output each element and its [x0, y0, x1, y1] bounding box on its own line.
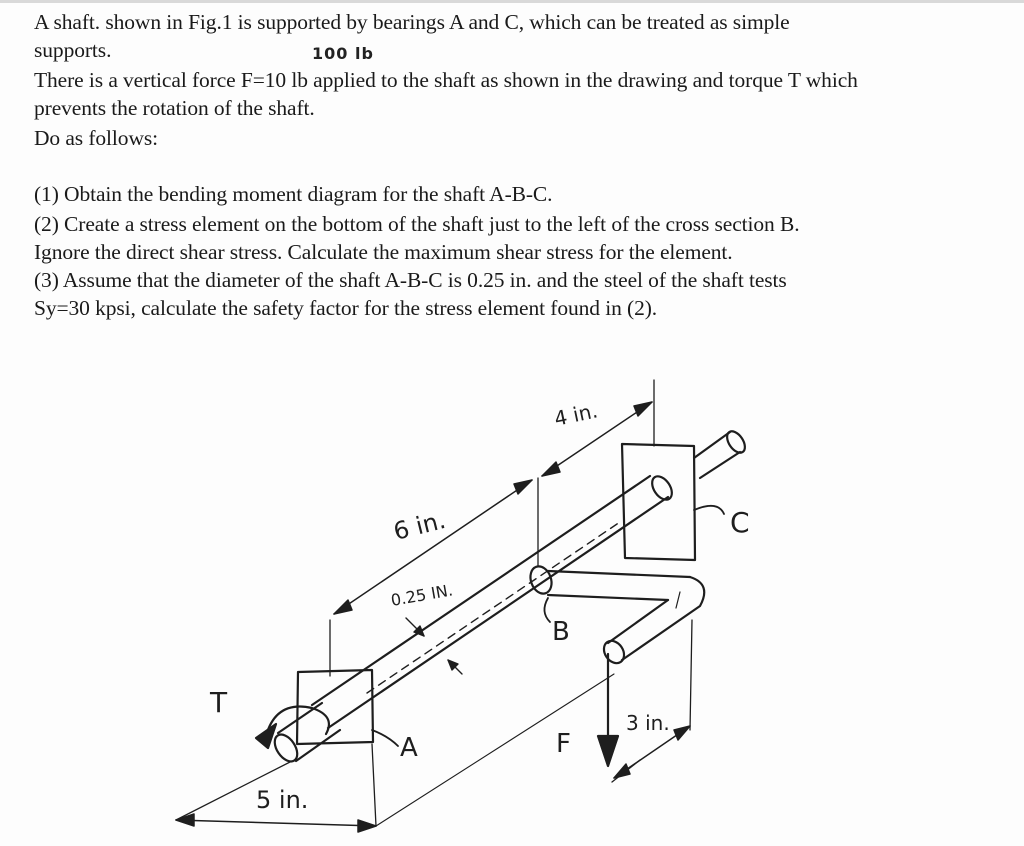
- label-dim-4in: 4 in.: [552, 398, 600, 431]
- label-bearing-c: C: [730, 506, 750, 539]
- extension-lines: [176, 380, 692, 826]
- diameter-leaders: [406, 618, 462, 674]
- point-b-leader: [544, 598, 550, 622]
- label-dim-3in: 3 in.: [626, 711, 670, 735]
- label-dim-5in: 5 in.: [256, 786, 309, 814]
- label-point-b: B: [552, 617, 570, 647]
- label-dim-6in: 6 in.: [390, 505, 449, 546]
- intro-line-4: prevents the rotation of the shaft.: [34, 96, 315, 120]
- label-bearing-a: A: [400, 733, 418, 763]
- task-2-line-1: (2) Create a stress element on the bottom of the shaft just to the left of the cross section B.: [34, 212, 800, 236]
- main-shaft: [312, 473, 676, 728]
- bearing-a-leader: [372, 730, 398, 746]
- bearing-c-plate: [622, 444, 695, 560]
- task-2-line-2: Ignore the direct shear stress. Calculate the maximum shear stress for the element.: [34, 240, 733, 264]
- handwritten-correction: 100 lb: [312, 44, 374, 63]
- force-arrow: [598, 654, 618, 766]
- task-1: (1) Obtain the bending moment diagram for the shaft A-B-C.: [34, 182, 553, 206]
- intro-line-2: supports.: [34, 38, 112, 62]
- label-diameter: 0.25 IN.: [389, 580, 455, 610]
- label-torque: T: [210, 686, 228, 719]
- task-3-line-2: Sy=30 kpsi, calculate the safety factor for the stress element found in (2).: [34, 296, 658, 320]
- crank-arm: [527, 563, 704, 667]
- intro-line-3: There is a vertical force F=10 lb applied to the shaft as shown in the drawing and torque T which: [34, 68, 858, 92]
- bearing-c-leader: [694, 506, 724, 514]
- label-force: F: [556, 729, 571, 759]
- intro-line-1: A shaft. shown in Fig.1 is supported by bearings A and C, which can be treated as simple: [34, 10, 790, 34]
- task-3-line-1: (3) Assume that the diameter of the shaft A-B-C is 0.25 in. and the steel of the shaft tests: [34, 268, 787, 292]
- right-shaft-end: [694, 428, 749, 478]
- dimension-5in: [176, 814, 376, 832]
- intro-line-5: Do as follows:: [34, 126, 159, 150]
